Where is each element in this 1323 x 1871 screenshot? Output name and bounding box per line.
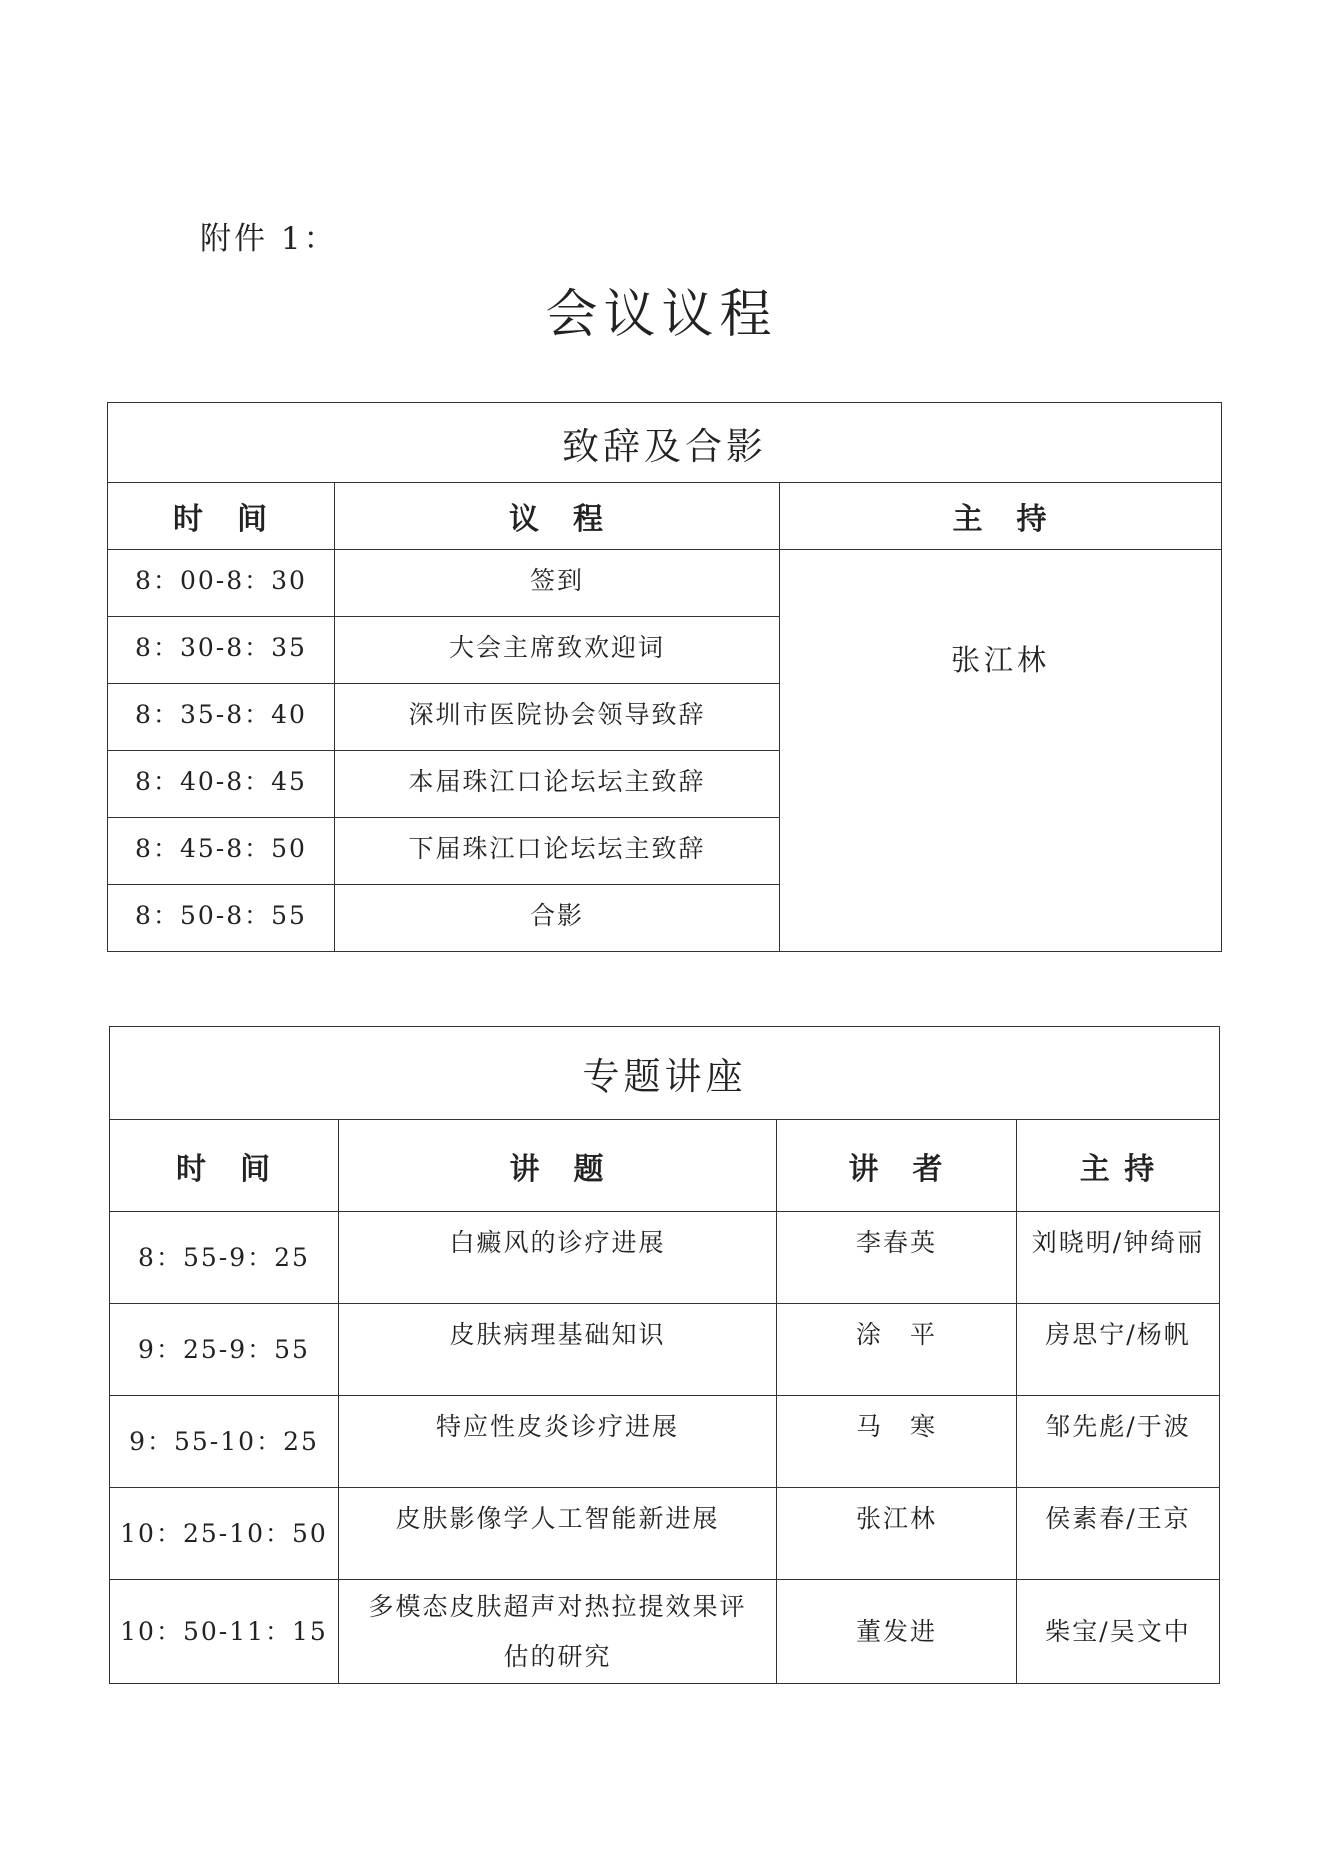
- time-cell: 8：00-8：30: [108, 550, 335, 617]
- topic-cell: 皮肤病理基础知识: [339, 1304, 777, 1396]
- speaker-cell: 李春英: [777, 1212, 1017, 1304]
- agenda-item-cell: 签到: [335, 550, 780, 617]
- time-cell: 8：45-8：50: [108, 818, 335, 885]
- topic-cell: 白癜风的诊疗进展: [339, 1212, 777, 1304]
- host-cell: 张江林: [780, 550, 1222, 952]
- column-header-host: 主 持: [780, 483, 1222, 550]
- time-cell: 10：50-11：15: [110, 1580, 339, 1684]
- host-cell: 房思宁/杨帆: [1017, 1304, 1220, 1396]
- time-cell: 8：35-8：40: [108, 684, 335, 751]
- column-header-speaker: 讲 者: [777, 1120, 1017, 1212]
- time-cell: 9：55-10：25: [110, 1396, 339, 1488]
- speaker-cell: 涂 平: [777, 1304, 1017, 1396]
- agenda-item-cell: 本届珠江口论坛坛主致辞: [335, 751, 780, 818]
- table-row: [110, 1396, 1220, 1488]
- topic-cell: 特应性皮炎诊疗进展: [339, 1396, 777, 1488]
- speaker-cell: 张江林: [777, 1488, 1017, 1580]
- speaker-cell: 马 寒: [777, 1396, 1017, 1488]
- host-cell: 柴宝/吴文中: [1017, 1580, 1220, 1684]
- time-cell: 10：25-10：50: [110, 1488, 339, 1580]
- agenda-item-cell: 合影: [335, 885, 780, 952]
- lecture-agenda-table: [109, 1026, 1220, 1684]
- table-row: [110, 1304, 1220, 1396]
- topic-cell: 多模态皮肤超声对热拉提效果评估的研究: [339, 1580, 777, 1684]
- column-header-topic: 讲 题: [339, 1120, 777, 1212]
- column-header-time: 时 间: [110, 1120, 339, 1212]
- table-row: [110, 1488, 1220, 1580]
- document-title: 会议议程: [545, 285, 778, 345]
- opening-agenda-table: [107, 402, 1222, 952]
- agenda-item-cell: 大会主席致欢迎词: [335, 617, 780, 684]
- table-row: [108, 550, 1222, 617]
- section-title: 专题讲座: [110, 1027, 1220, 1120]
- time-cell: 9：25-9：55: [110, 1304, 339, 1396]
- table-row: [110, 1580, 1220, 1684]
- time-cell: 8：50-8：55: [108, 885, 335, 952]
- host-cell: 邹先彪/于波: [1017, 1396, 1220, 1488]
- column-header-time: 时 间: [108, 483, 335, 550]
- time-cell: 8：30-8：35: [108, 617, 335, 684]
- column-header-agenda: 议 程: [335, 483, 780, 550]
- section-title: 致辞及合影: [108, 403, 1222, 483]
- agenda-item-cell: 下届珠江口论坛坛主致辞: [335, 818, 780, 885]
- table-row: [110, 1212, 1220, 1304]
- agenda-item-cell: 深圳市医院协会领导致辞: [335, 684, 780, 751]
- attachment-label: 附件 1：: [200, 221, 338, 257]
- host-cell: 侯素春/王京: [1017, 1488, 1220, 1580]
- time-cell: 8：40-8：45: [108, 751, 335, 818]
- time-cell: 8：55-9：25: [110, 1212, 339, 1304]
- host-cell: 刘晓明/钟绮丽: [1017, 1212, 1220, 1304]
- speaker-cell: 董发进: [777, 1580, 1017, 1684]
- topic-cell: 皮肤影像学人工智能新进展: [339, 1488, 777, 1580]
- column-header-host: 主 持: [1017, 1120, 1220, 1212]
